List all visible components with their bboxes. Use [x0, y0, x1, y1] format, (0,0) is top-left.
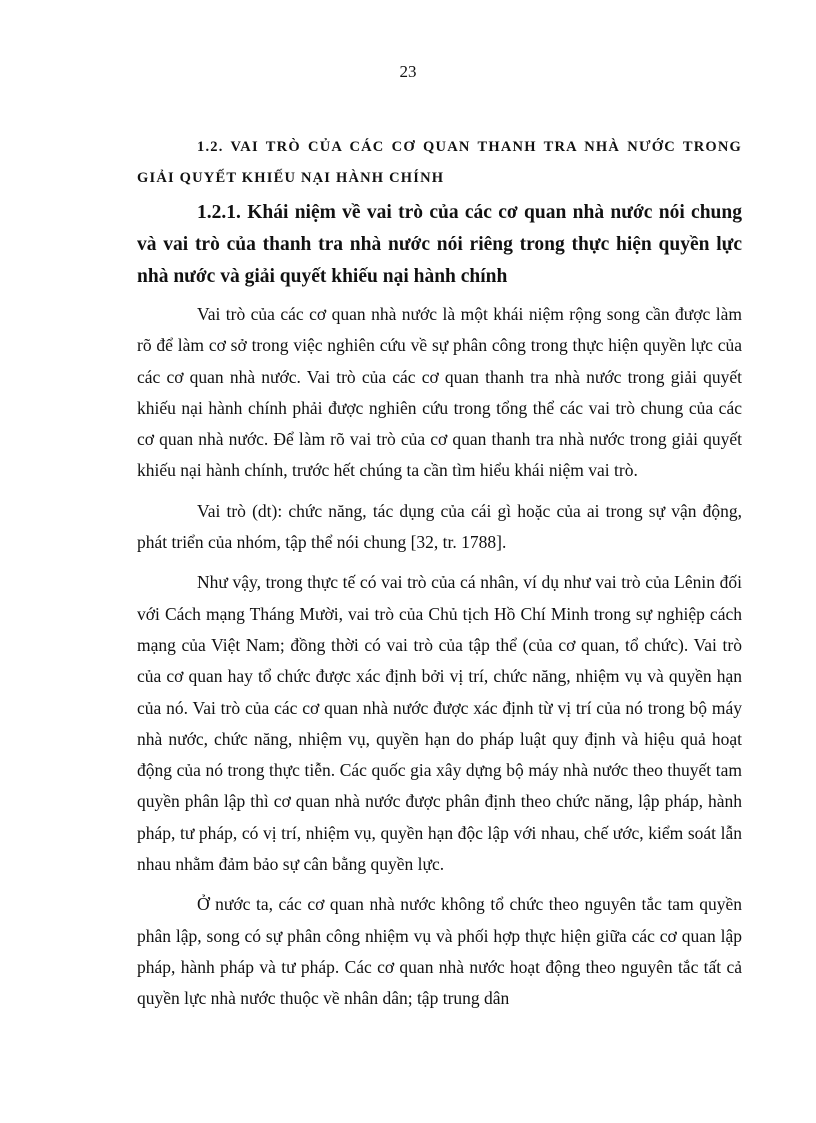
page-content	[137, 132, 742, 1015]
body-paragraph-4: Ở nước ta, các cơ quan nhà nước không tổ chức theo nguyên tắc tam quyền phân lập, song có sự phân công nhiệm vụ và phối hợp thực hiện giữa các cơ quan lập pháp, hành pháp và tư pháp. Các cơ quan nhà nước hoạt động theo nguyên tắc tất cả quyền lực nhà nước thuộc về nhân dân; tập trung dân	[137, 894, 742, 1009]
body-paragraph-3: Như vậy, trong thực tế có vai trò của cá nhân, ví dụ như vai trò của Lênin đối với Cách mạng Tháng Mười, vai trò của Chủ tịch Hồ Chí Minh trong sự nghiệp cách mạng của Việt Nam; đồng thời có vai trò của tập thể (của cơ quan, tổ chức). Vai trò của cơ quan hay tổ chức được xác định bởi vị trí, chức năng, nhiệm vụ và quyền hạn của nó. Vai trò của các cơ quan nhà nước được xác định từ vị trí của nó trong bộ máy nhà nước, chức năng, nhiệm vụ, quyền hạn do pháp luật quy định và hiệu quả hoạt động của nó trong thực tiễn. Các quốc gia xây dựng bộ máy nhà nước theo thuyết tam quyền phân lập thì cơ quan nhà nước được phân định theo chức năng, lập pháp, hành pháp, tư pháp, có vị trí, nhiệm vụ, quyền hạn độc lập với nhau, chế ước, kiểm soát lẫn nhau nhằm đảm bảo sự cân bằng quyền lực.	[137, 572, 742, 875]
page-number: 23	[399, 62, 417, 81]
subsection-heading: 1.2.1. Khái niệm về vai trò của các cơ quan nhà nước nói chung và vai trò của thanh tra nhà nước nói riêng trong thực hiện quyền lực nhà nước và giải quyết khiếu nại hành chính	[137, 202, 742, 287]
section-heading: 1.2. VAI TRÒ CỦA CÁC CƠ QUAN THANH TRA NHÀ NƯỚC TRONG GIẢI QUYẾT KHIẾU NẠI HÀNH CHÍNH	[137, 139, 742, 186]
body-paragraph-2: Vai trò (dt): chức năng, tác dụng của cái gì hoặc của ai trong sự vận động, phát triển của nhóm, tập thể nói chung [32, tr. 1788].	[137, 500, 742, 553]
body-paragraph-1: Vai trò của các cơ quan nhà nước là một khái niệm rộng song cần được làm rõ để làm cơ sở trong việc nghiên cứu về sự phân công trong thực hiện quyền lực của các cơ quan nhà nước. Vai trò của các cơ quan thanh tra nhà nước trong giải quyết khiếu nại hành chính phải được nghiên cứu trong tổng thể các vai trò chung của các cơ quan nhà nước. Để làm rõ vai trò của cơ quan thanh tra nhà nước trong giải quyết khiếu nại hành chính, trước hết chúng ta cần tìm hiểu khái niệm vai trò.	[137, 304, 742, 481]
